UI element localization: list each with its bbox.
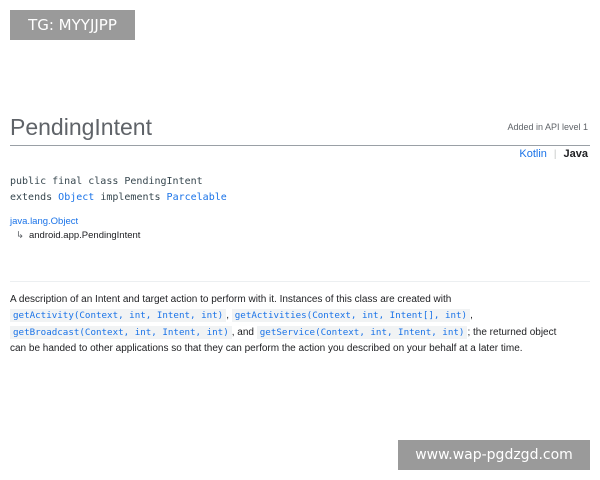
description-separator: , and xyxy=(231,326,257,338)
language-switcher xyxy=(519,148,588,160)
inheritance-arrow-icon: ↳ xyxy=(16,230,24,241)
section-divider xyxy=(10,281,590,282)
description-text: ; the returned object xyxy=(467,326,557,338)
inheritance-child-label: android.app.PendingIntent xyxy=(28,230,141,241)
implements-keyword: implements xyxy=(94,192,167,203)
page-title: PendingIntent xyxy=(10,114,152,140)
method-link-getbroadcast[interactable]: getBroadcast(Context, int, Intent, int) xyxy=(10,326,232,339)
method-link-getactivities[interactable]: getActivities(Context, int, Intent[], int) xyxy=(232,309,470,322)
language-tab-java[interactable]: Java xyxy=(563,148,588,160)
extends-keyword: extends xyxy=(10,192,59,203)
description-line xyxy=(10,341,590,357)
class-signature-line2 xyxy=(10,192,227,203)
language-tab-kotlin[interactable]: Kotlin xyxy=(519,148,547,160)
inheritance-child xyxy=(16,230,140,241)
inheritance-parent-link[interactable]: java.lang.Object xyxy=(10,216,79,227)
watermark-bottom: www.wap-pgdzgd.com xyxy=(398,440,590,470)
description-line xyxy=(10,292,590,308)
description-line xyxy=(10,325,590,341)
parcelable-link[interactable]: Parcelable xyxy=(166,192,227,203)
class-description xyxy=(10,292,590,358)
language-separator: | xyxy=(553,148,557,160)
title-divider xyxy=(10,145,590,146)
watermark-top: TG: MYYJJPP xyxy=(10,10,135,40)
method-link-getservice[interactable]: getService(Context, int, Intent, int) xyxy=(257,326,468,339)
description-separator: , xyxy=(226,310,232,322)
object-link[interactable]: Object xyxy=(58,192,95,203)
description-line xyxy=(10,308,590,324)
method-link-getactivity[interactable]: getActivity(Context, int, Intent, int) xyxy=(10,309,226,322)
api-level-label: Added in API level 1 xyxy=(507,122,588,132)
description-text: can be handed to other applications so that they can perform the action you described on your behalf at a later time. xyxy=(10,343,523,355)
class-signature-line1: public final class PendingIntent xyxy=(10,176,203,187)
description-text: A description of an Intent and target action to perform with it. Instances of this class are created with xyxy=(10,294,452,305)
description-separator: , xyxy=(470,310,473,322)
